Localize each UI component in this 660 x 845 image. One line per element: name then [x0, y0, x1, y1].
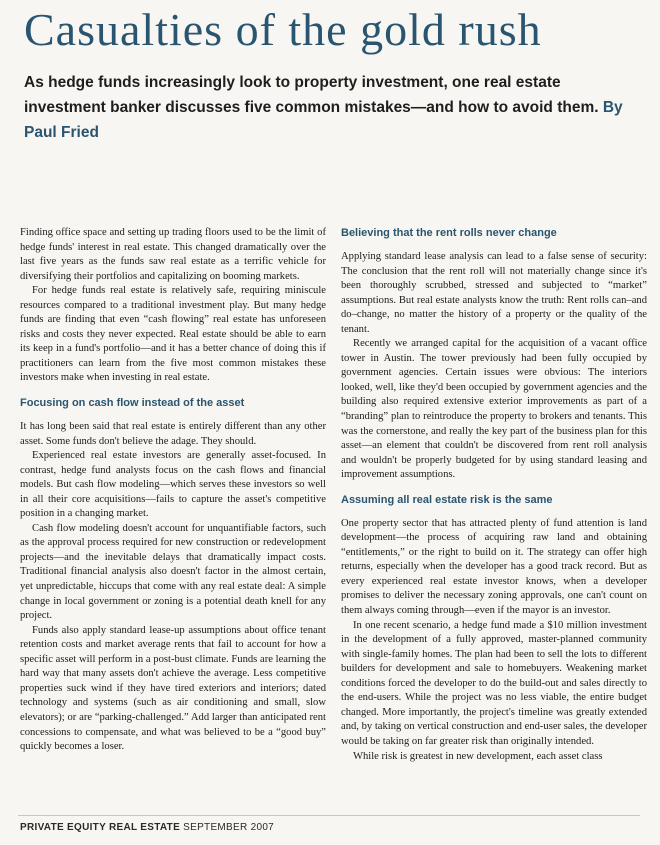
body-paragraph: Funds also apply standard lease-up assumptions about office tenant retention costs and market average rents that fail to account for how a specific asset will perform in a post-bust climate. Funds are learning the hard way that many assets don't achieve the average. Less competitive properties suck wind if they have tired exteriors and interiors; dated technology and systems (such as air conditioning and small, slow elevators); or are “parking-challenged.” Add larger than anticipated rent concessions to compensate, and what was believed to be a “good buy” quickly becomes a loser.: [20, 624, 326, 753]
byline: By Paul Fried: [24, 99, 623, 141]
body-paragraph: While risk is greatest in new development, each asset class: [353, 750, 603, 762]
body-paragraph: It has long been said that real estate is entirely different than any other asset. Some funds don't believe the adage. They should.: [20, 421, 326, 447]
body-paragraph: One property sector that has attracted plenty of fund attention is land development—the process of acquiring raw land and obtaining “entitlements,” or the right to build on it. The strategy can offer high returns, especially when the developer has a good track record. But as every experienced real estate investor knows, when a developer promises to deliver the necessary zoning approvals, one can't count on them always coming through—even if the mayor is an investor.: [341, 517, 647, 617]
body-paragraph: Applying standard lease analysis can lead to a false sense of security: The conclusion that the rent roll will not materially change since it's been thoroughly scrubbed, stressed and subjected to “market” assumptions. But real estate analysts know the truth: Rent rolls can–and do–change, no matter the history of a property or the quality of the tenant.: [341, 251, 647, 335]
article-headline: Casualties of the gold rush: [24, 4, 542, 55]
left-column: [20, 226, 326, 755]
dek-text: As hedge funds increasingly look to property investment, one real estate investment banker discusses five common mistakes—and how to avoid them.: [24, 74, 599, 116]
body-paragraph: Finding office space and setting up trading floors used to be the limit of hedge funds' interest in real estate. This changed dramatically over the last five years as the funds saw real estate as a terrific vehicle for diversifying their portfolios and capitalizing on booming markets.: [20, 227, 326, 282]
issue-date: SEPTEMBER 2007: [183, 822, 275, 833]
page-footer: [20, 822, 274, 833]
publication-name: PRIVATE EQUITY REAL ESTATE: [20, 822, 181, 833]
section-heading: Focusing on cash flow instead of the asset: [20, 397, 245, 410]
footer-divider: [18, 815, 640, 816]
section-heading: Believing that the rent rolls never change: [341, 227, 557, 239]
body-paragraph: Cash flow modeling doesn't account for unquantifiable factors, such as the approval process required for new construction or redevelopment projects—and the inevitable delays that dramatically impact costs. Traditional financial analysis also doesn't factor in the almost certain, yet unpredictable, hiccups that come with any real estate deal: A simple change in local government or zoning is a potential death knell for any project.: [20, 522, 326, 622]
body-paragraph: In one recent scenario, a hedge fund made a $10 million investment in the development of a fully approved, master-planned community with single-family homes. The plan had been to sell the lots to different builders for development and sale to homebuyers. Weakening market conditions forced the developer to do the build-out and sales directly to the end-users. While the project was no less viable, the entire budget changed. More importantly, the project's timeline was greatly extended and, by taking on vertical construction and end-user sales, the developer would be taking on far greater risk than originally intended.: [341, 619, 647, 747]
body-paragraph: Experienced real estate investors are generally asset-focused. In contrast, hedge fund analysts focus on the cash flows and financial models. But cash flow modeling—which serves these investors so well in all their core acquisitions—fails to capture the asset's competitive position in a changing market.: [20, 450, 326, 520]
article-dek: [24, 70, 639, 145]
body-paragraph: Recently we arranged capital for the acquisition of a vacant office tower in Austin. The tower previously had been fully occupied by government agencies. Certain issues were obvious: The interiors looked, well, like they'd been occupied by government agencies and the building also required extensive exterior improvements as part of a “branding” plan to reintroduce the property to brokers and tenants. This was the cornerstone, and really the key part of the business plan for this asset—an element that couldn't be discovered from rent roll analysis and wouldn't be properly budgeted for by using standard leasing and improvement assumptions.: [341, 338, 647, 481]
section-heading: Assuming all real estate risk is the same: [341, 493, 553, 506]
body-paragraph: For hedge funds real estate is relatively safe, requiring miniscule resources compared to a traditional investment play. But many hedge funds are finding that even “cash flowing” real estate has unforeseen risks and costs they never expected. Real estate should be able to earn its keep in a fund's portfolio—and it has a better chance of doing this if practitioners can learn from the five most common mistakes these investors make when investing in real estate.: [20, 285, 326, 384]
right-column: [341, 226, 647, 764]
